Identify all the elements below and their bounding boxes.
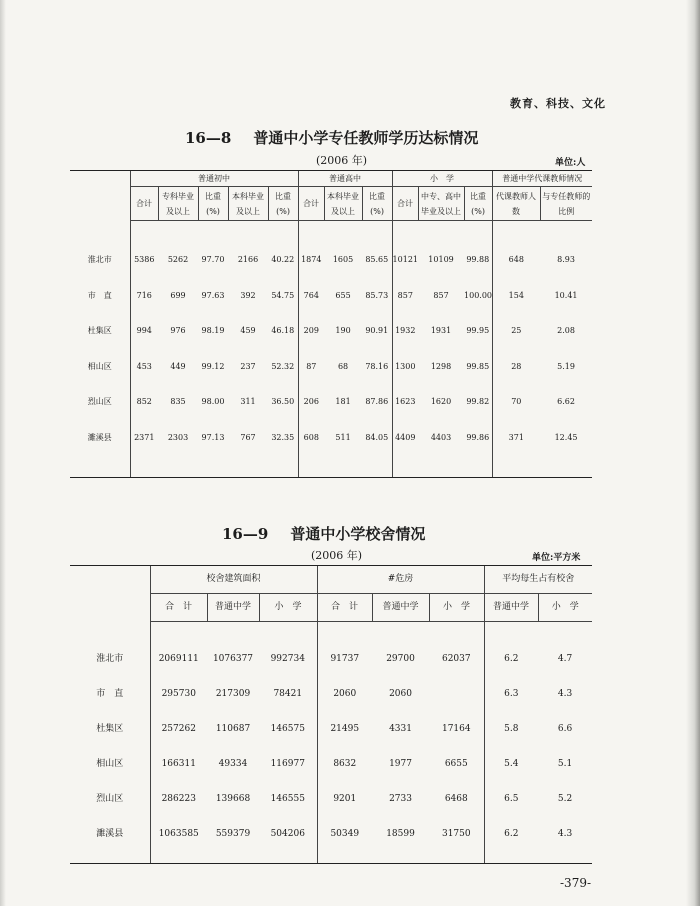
table1-col-header: 比重(%) <box>362 187 392 221</box>
table-row <box>70 385 592 421</box>
table-cell: 8632 <box>317 747 372 782</box>
table-cell: 4409 <box>392 420 418 456</box>
row-area-label: 濉溪县 <box>96 829 124 839</box>
table-cell: 2303 <box>167 432 189 442</box>
table1-corner <box>70 171 130 221</box>
table-cell: 116977 <box>270 759 305 769</box>
row-area-label: 濉溪县 <box>87 432 112 442</box>
table-cell: 5262 <box>167 255 189 265</box>
table2-col-header: 小 学 <box>538 594 592 622</box>
row-area-label: 烈山区 <box>87 397 112 407</box>
table-cell: 699 <box>170 290 186 300</box>
row-area-label: 杜集区 <box>96 724 124 734</box>
row-area-label: 市 直 <box>96 689 124 699</box>
table1-col-header: 与专任教师的比例 <box>540 187 592 221</box>
table2-year: (2006 年) <box>311 549 363 562</box>
page-right-edge-shadow <box>686 0 700 906</box>
table-cell: 857 <box>433 290 449 300</box>
table-cell: 6.2 <box>484 642 538 677</box>
table-cell: 1605 <box>332 255 354 265</box>
table1-col-header: 专科毕业及以上 <box>158 187 198 221</box>
table-cell: 371 <box>492 420 540 456</box>
table1-col-header: 比重(%) <box>198 187 228 221</box>
table-cell: 36.50 <box>271 397 295 407</box>
table-cell: 99.82 <box>466 397 490 407</box>
table-cell: 1063585 <box>150 817 207 852</box>
table-cell: 6468 <box>444 794 468 804</box>
table-cell: 6655 <box>444 759 468 769</box>
section-label: 教育、科技、文化 <box>510 97 606 110</box>
table-cell: 295730 <box>150 677 207 712</box>
table-row <box>70 314 592 350</box>
table-cell: 10121 <box>392 243 418 279</box>
table-cell: 1931 <box>430 326 452 336</box>
table-cell: 181 <box>335 397 351 407</box>
table-cell: 835 <box>170 397 186 407</box>
table2 <box>70 565 592 864</box>
row-area-label: 相山区 <box>96 759 124 769</box>
table-cell: 97.70 <box>201 255 225 265</box>
table-cell: 1977 <box>389 759 412 769</box>
table-cell: 190 <box>335 326 351 336</box>
table-cell: 18599 <box>386 829 415 839</box>
table-cell: 5.1 <box>557 759 573 769</box>
table2-group-danger: #危房 <box>317 566 484 594</box>
table-row <box>70 420 592 456</box>
table-cell: 31750 <box>441 829 471 839</box>
table-cell: 5.2 <box>557 794 573 804</box>
table-row <box>70 782 592 817</box>
table-cell: 10.41 <box>554 290 578 300</box>
table2-col-header: 普通中学 <box>207 594 259 622</box>
table-cell: 166311 <box>150 747 207 782</box>
table1-col-header: 合计 <box>298 187 324 221</box>
table-cell: 311 <box>240 397 256 407</box>
table-cell: 559379 <box>215 829 251 839</box>
table-cell: 1932 <box>392 314 418 350</box>
table-cell: 4331 <box>389 724 412 734</box>
table-cell: 99.86 <box>466 432 490 442</box>
table-cell: 12.45 <box>554 432 578 442</box>
table1-year: (2006 年) <box>316 154 368 167</box>
table-cell: 608 <box>298 420 324 456</box>
table-cell: 449 <box>170 361 186 371</box>
table-cell: 99.88 <box>466 255 490 265</box>
table-cell: 4.3 <box>557 829 573 839</box>
table-cell: 1874 <box>298 243 324 279</box>
table2-col-header: 小 学 <box>429 594 484 622</box>
table-cell: 87.86 <box>365 397 389 407</box>
table-cell <box>429 677 484 712</box>
table1 <box>70 170 592 478</box>
table-cell: 85.73 <box>365 290 389 300</box>
table-cell: 257262 <box>150 712 207 747</box>
table1-col-header: 本科毕业及以上 <box>228 187 268 221</box>
row-area-label: 市 直 <box>87 290 112 300</box>
table-cell: 852 <box>130 385 158 421</box>
table-cell: 286223 <box>150 782 207 817</box>
table2-title <box>222 523 425 544</box>
table-cell: 98.19 <box>201 326 225 336</box>
table-cell: 2733 <box>389 794 412 804</box>
table-cell: 6.3 <box>484 677 538 712</box>
table1-col-header: 合计 <box>392 187 418 221</box>
table2-col-header: 普通中学 <box>372 594 429 622</box>
row-area-label: 相山区 <box>87 361 112 371</box>
table-cell: 2166 <box>237 255 259 265</box>
table-cell: 97.63 <box>201 290 225 300</box>
table-cell: 84.05 <box>365 432 389 442</box>
table-cell: 78.16 <box>365 361 389 371</box>
table-cell: 21495 <box>317 712 372 747</box>
table-cell: 2069111 <box>150 642 207 677</box>
table-cell: 976 <box>170 326 186 336</box>
table-cell: 6.2 <box>484 817 538 852</box>
table-cell: 392 <box>240 290 256 300</box>
table-cell: 4403 <box>430 432 452 442</box>
table-cell: 62037 <box>441 654 471 664</box>
table-cell: 655 <box>335 290 351 300</box>
table-cell: 5.19 <box>557 361 575 371</box>
row-area-label: 烈山区 <box>96 794 124 804</box>
table-cell: 146555 <box>270 794 305 804</box>
table1-group-substitute: 普通中学代课教师情况 <box>492 171 592 187</box>
table1-col-header: 合计 <box>130 187 158 221</box>
table-row <box>70 677 592 712</box>
table1-title-text: 普通中小学专任教师学历达标情况 <box>253 129 479 147</box>
table-row <box>70 747 592 782</box>
table-cell: 992734 <box>270 654 305 664</box>
row-area-label: 淮北市 <box>87 255 112 265</box>
table-cell: 6.5 <box>484 782 538 817</box>
table-cell: 40.22 <box>271 255 295 265</box>
table2-group-area: 校舍建筑面积 <box>150 566 317 594</box>
table-cell: 1298 <box>430 361 452 371</box>
table-cell: 17164 <box>441 724 471 734</box>
table-cell: 453 <box>130 349 158 385</box>
table-cell: 87 <box>298 349 324 385</box>
table-cell: 5.8 <box>484 712 538 747</box>
table-cell: 49334 <box>218 759 248 769</box>
table-cell: 52.32 <box>271 361 295 371</box>
table-cell: 767 <box>240 432 256 442</box>
table-cell: 2060 <box>389 689 412 699</box>
table1-col-header: 中专、高中毕业及以上 <box>418 187 464 221</box>
table-cell: 99.12 <box>201 361 225 371</box>
table-cell: 54.75 <box>271 290 295 300</box>
table1-col-header: 代课教师人数 <box>492 187 540 221</box>
table-cell: 1300 <box>392 349 418 385</box>
table1-group-primary: 小 学 <box>392 171 492 187</box>
table-cell: 10109 <box>428 255 454 265</box>
table-cell: 857 <box>392 278 418 314</box>
table-cell: 209 <box>298 314 324 350</box>
table-cell: 139668 <box>215 794 251 804</box>
table1-col-header: 比重(%) <box>268 187 298 221</box>
table-cell: 764 <box>298 278 324 314</box>
table-cell: 9201 <box>317 782 372 817</box>
table1-unit: 单位:人 <box>555 158 586 168</box>
table2-body <box>70 622 592 864</box>
table-row <box>70 349 592 385</box>
table-cell: 99.85 <box>466 361 490 371</box>
page-number: -379- <box>560 876 592 890</box>
table-cell: 90.91 <box>365 326 389 336</box>
table1-col-header: 比重(%) <box>464 187 492 221</box>
table-cell: 206 <box>298 385 324 421</box>
table-cell: 70 <box>492 385 540 421</box>
table-cell: 2060 <box>317 677 372 712</box>
table2-group-per-student: 平均每生占有校舍 <box>484 566 592 594</box>
table-cell: 6.6 <box>557 724 573 734</box>
table-row <box>70 817 592 852</box>
table-cell: 78421 <box>273 689 303 699</box>
table-cell: 648 <box>492 243 540 279</box>
table-cell: 4.7 <box>557 654 573 664</box>
table-cell: 32.35 <box>271 432 295 442</box>
table-cell: 5386 <box>130 243 158 279</box>
table-cell: 99.95 <box>466 326 490 336</box>
table2-col-header: 小 学 <box>259 594 317 622</box>
table-cell: 237 <box>240 361 256 371</box>
table1-body <box>70 221 592 478</box>
table-cell: 5.4 <box>484 747 538 782</box>
table-cell: 100.00 <box>464 290 493 300</box>
table-cell: 217309 <box>215 689 251 699</box>
table-cell: 98.00 <box>201 397 225 407</box>
table1-group-senior: 普通高中 <box>298 171 392 187</box>
table-cell: 68 <box>337 361 349 371</box>
table-cell: 2.08 <box>557 326 575 336</box>
table-cell: 1076377 <box>212 654 254 664</box>
table2-corner <box>70 566 150 622</box>
table2-number: 16—9 <box>222 525 269 543</box>
table-cell: 154 <box>492 278 540 314</box>
table-cell: 46.18 <box>271 326 295 336</box>
table-cell: 6.62 <box>557 397 575 407</box>
table-cell: 91737 <box>317 642 372 677</box>
table2-unit: 单位:平方米 <box>532 553 581 563</box>
table2-col-header: 合 计 <box>150 594 207 622</box>
table2-col-header: 普通中学 <box>484 594 538 622</box>
table1-col-header: 本科毕业及以上 <box>324 187 362 221</box>
table-cell: 504206 <box>270 829 305 839</box>
table-cell: 2371 <box>130 420 158 456</box>
table-cell: 50349 <box>317 817 372 852</box>
table1-title <box>185 127 478 148</box>
table-cell: 110687 <box>215 724 251 734</box>
table2-title-text: 普通中小学校舍情况 <box>290 525 426 543</box>
table-cell: 28 <box>492 349 540 385</box>
table-row <box>70 278 592 314</box>
table-cell: 85.65 <box>365 255 389 265</box>
table-row <box>70 243 592 279</box>
table-cell: 97.13 <box>201 432 225 442</box>
table1-number: 16—8 <box>185 129 232 147</box>
page-left-edge-shadow <box>0 0 6 906</box>
row-area-label: 淮北市 <box>96 654 124 664</box>
table-cell: 1623 <box>392 385 418 421</box>
table-cell: 994 <box>130 314 158 350</box>
table-cell: 146575 <box>270 724 305 734</box>
table-cell: 25 <box>492 314 540 350</box>
table-cell: 511 <box>335 432 351 442</box>
table-cell: 29700 <box>386 654 415 664</box>
table-cell: 1620 <box>430 397 452 407</box>
table-cell: 716 <box>130 278 158 314</box>
table-row <box>70 712 592 747</box>
table2-col-header: 合 计 <box>317 594 372 622</box>
table-cell: 4.3 <box>557 689 573 699</box>
table-row <box>70 642 592 677</box>
row-area-label: 杜集区 <box>87 326 112 336</box>
table-cell: 8.93 <box>557 255 575 265</box>
table-cell: 459 <box>240 326 256 336</box>
table1-group-junior: 普通初中 <box>130 171 298 187</box>
